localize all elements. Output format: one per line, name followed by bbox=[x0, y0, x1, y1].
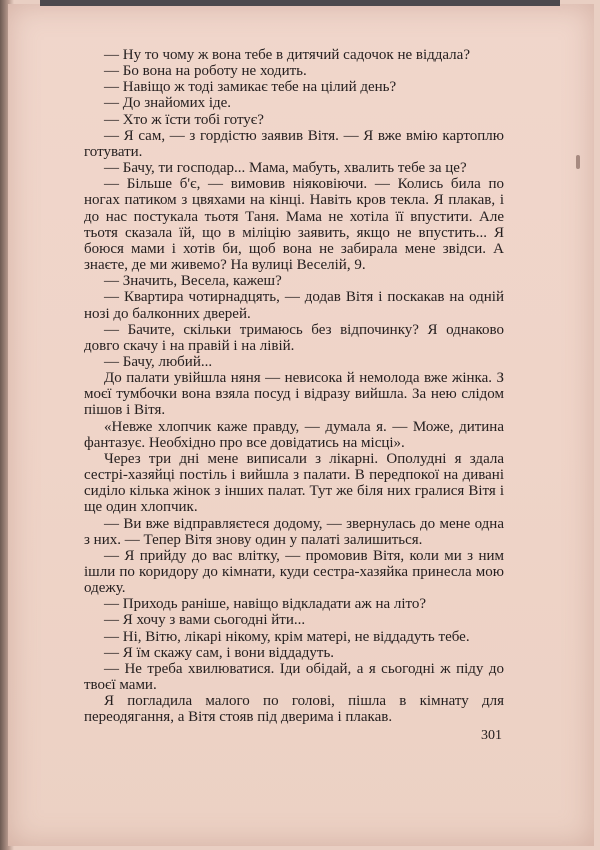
paragraph: — Бо вона на роботу не ходить. bbox=[104, 63, 307, 80]
paragraph: — Бачу, ти господар... Мама, мабуть, хвалить тебе за це? bbox=[104, 160, 467, 177]
paragraph: «Невже хлопчик каже правду, — думала я. — Може, дитина фантазує. Необхідно про все довідатись на місці». bbox=[84, 418, 504, 451]
paragraph: — Більше б'є, — вимовив ніяковіючи. — Колись била по ногах патиком з цвяхами на кінці. Навіть кров текла. Я плакав, і до нас постукала тьотя Таня. Мама не хотіла її впустити. Але тьотя сказала їй, що в міліцію заявить, якщо не впустить... Я боюся мами і хотів би, щоб вона не забирала мене звідси. А знаєте, де ми живемо? На вулиці Веселій, 9. bbox=[84, 176, 504, 274]
page-mark bbox=[576, 155, 580, 169]
paragraph: — Я сам, — з гордістю заявив Вітя. — Я вже вмію картоплю готувати. bbox=[84, 127, 504, 160]
paragraph: — Бачу, любий... bbox=[104, 353, 213, 370]
paragraph: — Навіщо ж тоді замикає тебе на цілий день? bbox=[104, 79, 397, 96]
paragraph: До палати увійшла няня — невисока й немолода вже жінка. З моєї тумбочки вона взяла посуд і відразу вийшла. За нею слідом пішов і Вітя. bbox=[84, 370, 504, 419]
paragraph: — Ні, Вітю, лікарі нікому, крім матері, не віддадуть тебе. bbox=[104, 628, 470, 645]
paragraph: — Хто ж їсти тобі готує? bbox=[104, 111, 264, 128]
page-top-edge bbox=[40, 0, 560, 6]
paragraph: — Я прийду до вас влітку, — промовив Вітя, коли ми з ним ішли по коридору до кімнати, куди сестра-хазяйка принесла мою одежу. bbox=[84, 547, 504, 597]
page-number: 301 bbox=[481, 728, 502, 743]
paragraph: — Значить, Весела, кажеш? bbox=[104, 273, 282, 290]
paragraph: — Я хочу з вами сьогодні йти... bbox=[104, 612, 306, 629]
paragraph: — Квартира чотирнадцять, — додав Вітя і поскакав на одній нозі до балконних дверей. bbox=[84, 289, 504, 322]
paragraph: Я погладила малого по голові, пішла в кімнату для переодягання, а Вітя стояв під дверима і плакав. bbox=[84, 693, 504, 726]
paragraph: — До знайомих іде. bbox=[104, 95, 232, 112]
paragraph: — Ви вже відправляєтеся додому, — звернулась до мене одна з них. — Тепер Вітя знову один у палаті залишиться. bbox=[84, 515, 504, 548]
paragraph: — Приходь раніше, навіщо відкладати аж на літо? bbox=[104, 596, 427, 613]
paragraph: Через три дні мене виписали з лікарні. Ополудні я здала сестрі-хазяйці постіль і вийшла з палати. В передпокої на дивані сиділо кілька жінок з інших палат. Тут же біля них гралися Вітя і ще один хлопчик. bbox=[84, 450, 504, 516]
paragraph: — Ну то чому ж вона тебе в дитячий садочок не віддала? bbox=[104, 47, 470, 63]
paragraph: — Не треба хвилюватися. Іди обідай, а я сьогодні ж піду до твоєї мами. bbox=[84, 660, 504, 694]
paragraph: — Бачите, скільки тримаюсь без відпочинку? Я однаково довго скачу і на правій і на лівій. bbox=[84, 321, 504, 354]
paragraph: — Я їм скажу сам, і вони віддадуть. bbox=[104, 644, 335, 661]
page-text bbox=[84, 47, 504, 726]
